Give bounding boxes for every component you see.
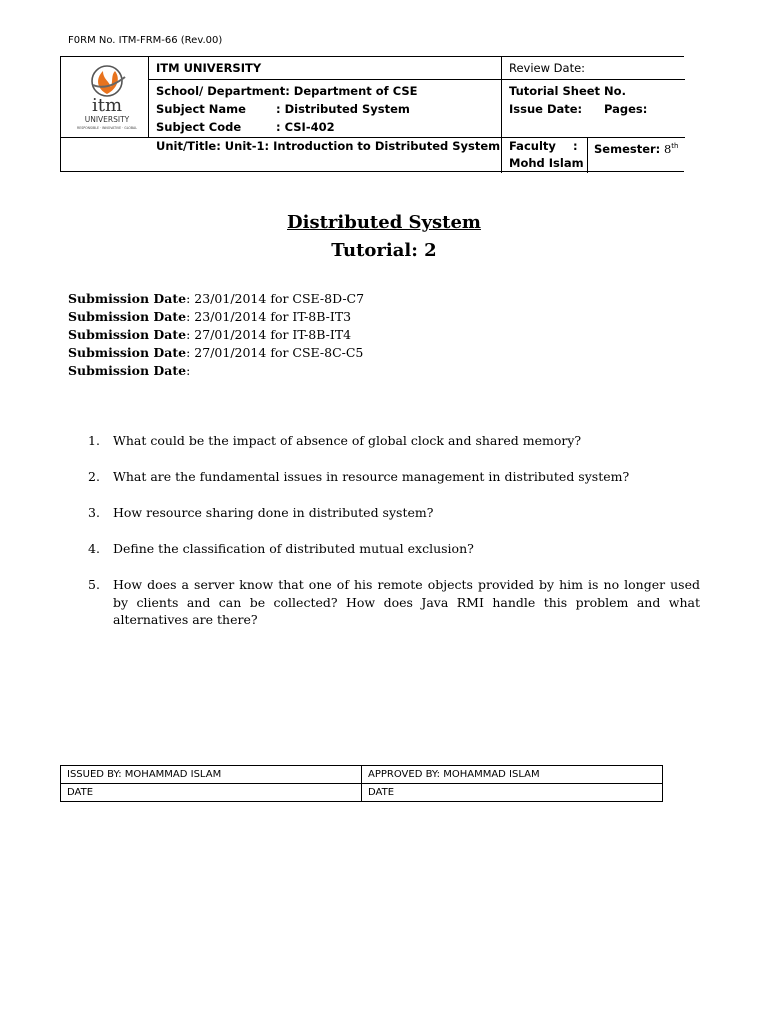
question-item: 1. What could be the impact of absence of global clock and shared memory? <box>88 433 582 448</box>
submission-line: Submission Date: <box>68 363 191 378</box>
svg-text:UNIVERSITY: UNIVERSITY <box>84 115 130 124</box>
question-item: 2. What are the fundamental issues in resource management in distributed system? <box>88 469 630 484</box>
university-logo <box>67 61 147 137</box>
form-number: F0RM No. ITM-FRM-66 (Rev.00) <box>68 35 223 46</box>
approved-by: APPROVED BY: MOHAMMAD ISLAM <box>362 766 663 784</box>
date-right: DATE <box>362 784 663 802</box>
footer-table <box>60 765 663 802</box>
date-left: DATE <box>61 784 362 802</box>
question-list <box>88 432 700 647</box>
faculty-colon: : <box>573 139 578 153</box>
submission-dates <box>68 290 364 380</box>
faculty-name: Mohd Islam <box>509 156 584 170</box>
submission-line: Submission Date: 23/01/2014 for CSE-8D-C7 <box>68 291 365 306</box>
submission-line: Submission Date: 27/01/2014 for IT-8B-IT4 <box>68 327 352 342</box>
svg-text:itm: itm <box>91 95 123 116</box>
subject-code-value: : CSI-402 <box>276 120 335 134</box>
itm-flame-logo-icon <box>67 61 147 137</box>
submission-line: Submission Date: 27/01/2014 for CSE-8C-C5 <box>68 345 364 360</box>
subject-code-label: Subject Code <box>156 120 242 134</box>
subject-name-value: : Distributed System <box>276 102 410 116</box>
school-department: School/ Department: Department of CSE <box>156 84 418 98</box>
unit-title: Unit/Title: Unit-1: Introduction to Distributed System <box>156 139 501 153</box>
university-name: ITM UNIVERSITY <box>156 61 262 75</box>
issue-date: Issue Date: <box>509 102 583 116</box>
pages-label: Pages: <box>604 102 648 116</box>
review-date: Review Date: <box>509 61 586 75</box>
tutorial-number: Tutorial: 2 <box>331 240 437 261</box>
submission-line: Submission Date: 23/01/2014 for IT-8B-IT3 <box>68 309 352 324</box>
question-item: 5. How does a server know that one of his remote objects provided by him is no longer used by clients and can be collected? How does Java RMI handle this problem and what alternatives are there? <box>88 577 700 627</box>
semester: Semester: 8th <box>594 141 679 156</box>
document-title: Distributed System <box>287 212 481 233</box>
tutorial-sheet-no: Tutorial Sheet No. <box>509 84 626 98</box>
svg-text:RESPONSIBLE · INNOVATIVE · GLO: RESPONSIBLE · INNOVATIVE · GLOBAL <box>76 126 138 130</box>
faculty-label: Faculty <box>509 139 556 153</box>
header-table <box>60 56 684 172</box>
question-item: 4. Define the classification of distributed mutual exclusion? <box>88 541 474 556</box>
subject-name-label: Subject Name <box>156 102 246 116</box>
question-item: 3. How resource sharing done in distributed system? <box>88 505 434 520</box>
issued-by: ISSUED BY: MOHAMMAD ISLAM <box>61 766 362 784</box>
